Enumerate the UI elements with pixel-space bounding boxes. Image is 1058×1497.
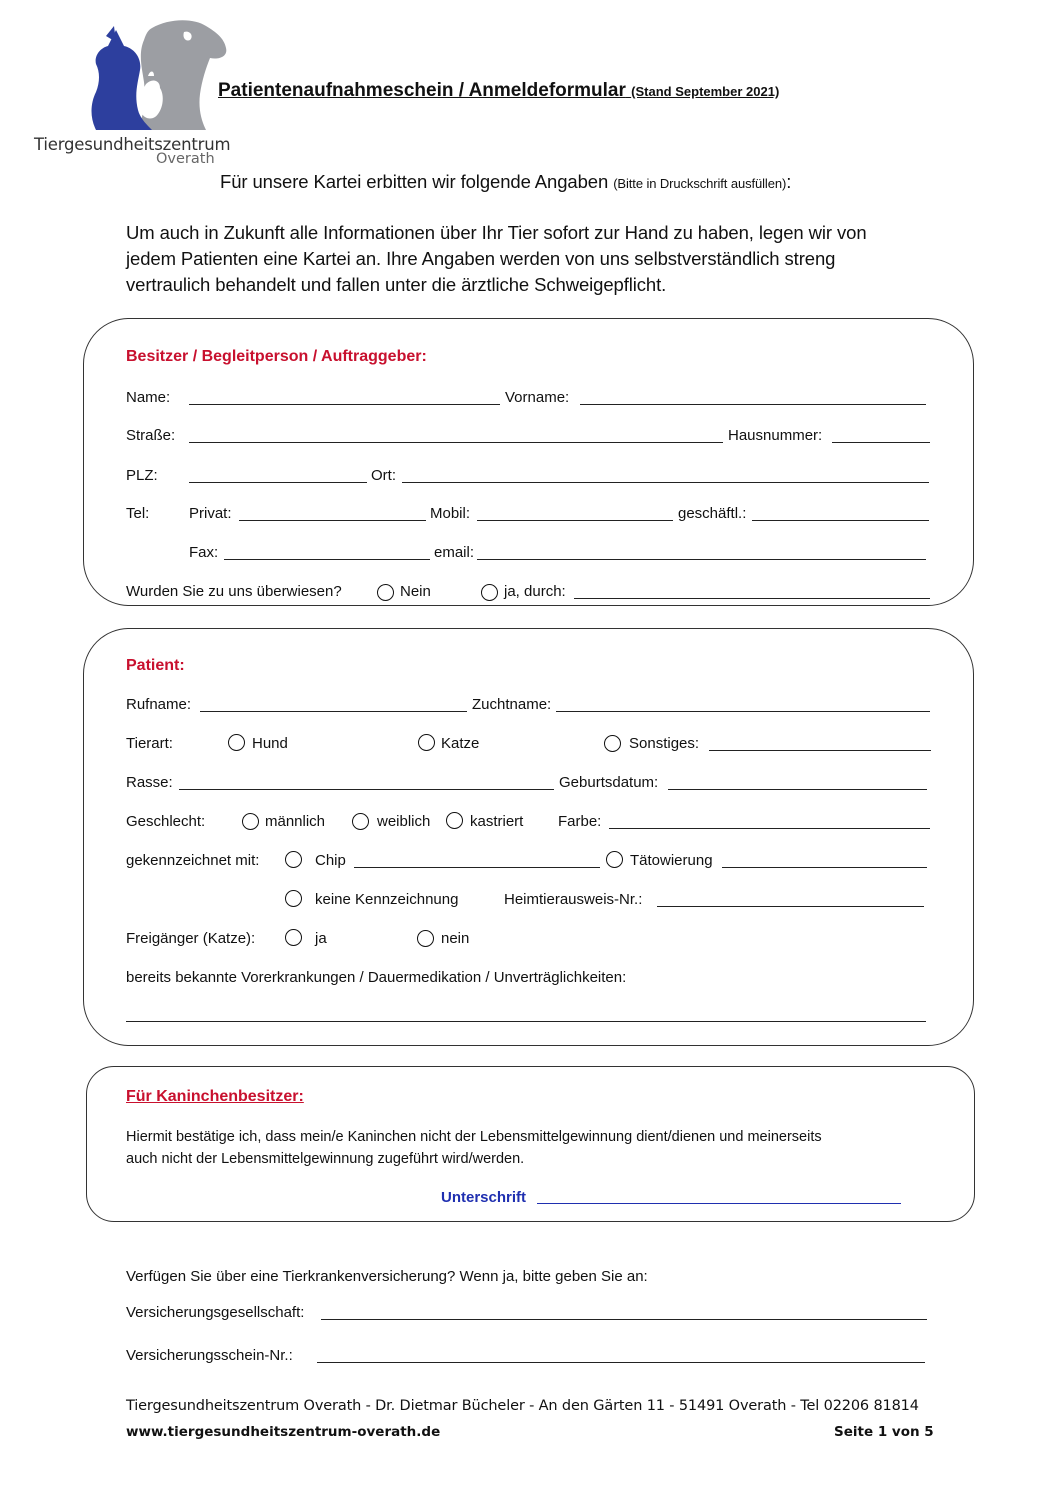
footer-address: Tiergesundheitszentrum Overath - Dr. Dietmar Bücheler - An den Gärten 11 - 51491 Overath - Tel 02206 81814 <box>126 1398 919 1414</box>
freigaenger-ja-radio[interactable] <box>285 929 302 946</box>
rabbit-title: Für Kaninchenbesitzer: <box>126 1088 304 1105</box>
label-name: Name: <box>126 389 171 406</box>
label-email: email: <box>434 544 475 561</box>
farbe-field[interactable] <box>609 828 930 829</box>
name-field[interactable] <box>189 404 500 405</box>
label-mobil: Mobil: <box>430 505 471 522</box>
label-taetowierung: Tätowierung <box>630 852 713 869</box>
footer-website[interactable]: www.tiergesundheitszentrum-overath.de <box>126 1424 441 1440</box>
owner-title: Besitzer / Begleitperson / Auftraggeber: <box>126 348 427 365</box>
sonstiges-field[interactable] <box>709 750 931 751</box>
label-sonstiges: Sonstiges: <box>629 735 700 752</box>
tierart-katze-radio[interactable] <box>418 734 435 751</box>
label-referred: Wurden Sie zu uns überwiesen? <box>126 583 342 600</box>
label-gekennzeichnet: gekennzeichnet mit: <box>126 852 260 869</box>
label-hausnummer: Hausnummer: <box>728 427 823 444</box>
intro-line-3: vertraulich behandelt und fallen unter die ärztliche Schweigepflicht. <box>126 274 667 295</box>
label-freigaenger: Freigänger (Katze): <box>126 930 256 947</box>
logo <box>34 18 234 168</box>
insurance-question: Verfügen Sie über eine Tierkrankenversicherung? Wenn ja, bitte geben Sie an: <box>126 1268 648 1285</box>
label-geschaeftl: geschäftl.: <box>678 505 747 522</box>
versicherungsgesellschaft-field[interactable] <box>321 1319 927 1320</box>
rabbit-text-1: Hiermit bestätige ich, dass mein/e Kaninchen nicht der Lebensmittelgewinnung dient/dienen und meinerseits <box>126 1129 822 1145</box>
plz-field[interactable] <box>189 482 367 483</box>
label-geburtsdatum: Geburtsdatum: <box>559 774 659 791</box>
zuchtname-field[interactable] <box>556 711 930 712</box>
label-maennlich: männlich <box>265 813 326 830</box>
vorname-field[interactable] <box>580 404 926 405</box>
label-freigaenger-ja: ja <box>315 930 327 947</box>
label-strasse: Straße: <box>126 427 176 444</box>
label-versicherungsschein: Versicherungsschein-Nr.: <box>126 1347 293 1364</box>
fax-field[interactable] <box>224 559 430 560</box>
rabbit-text-2: auch nicht der Lebensmittelgewinnung zugeführt wird/werden. <box>126 1151 525 1167</box>
tierart-sonstiges-radio[interactable] <box>604 735 621 752</box>
unterschrift-field[interactable] <box>537 1203 901 1204</box>
label-referred-nein: Nein <box>400 583 431 600</box>
referred-by-field[interactable] <box>574 598 930 599</box>
footer-page-number: Seite 1 von 5 <box>834 1424 934 1440</box>
label-freigaenger-nein: nein <box>441 930 470 947</box>
kennzeichnung-chip-radio[interactable] <box>285 851 302 868</box>
cat-dog-logo-icon <box>34 18 234 136</box>
ort-field[interactable] <box>402 482 929 483</box>
versicherungsschein-field[interactable] <box>317 1362 925 1363</box>
label-fax: Fax: <box>189 544 219 561</box>
geschaeftl-field[interactable] <box>752 520 929 521</box>
label-weiblich: weiblich <box>377 813 431 830</box>
rufname-field[interactable] <box>200 711 467 712</box>
geburtsdatum-field[interactable] <box>668 789 927 790</box>
intro-line-2: jedem Patienten eine Kartei an. Ihre Angaben werden von uns selbstverständlich streng <box>126 248 836 269</box>
hausnummer-field[interactable] <box>832 442 930 443</box>
privat-field[interactable] <box>239 520 426 521</box>
mobil-field[interactable] <box>477 520 673 521</box>
page-title <box>218 80 779 102</box>
label-vorerkrankungen: bereits bekannte Vorerkrankungen / Dauermedikation / Unverträglichkeiten: <box>126 969 627 986</box>
heimtierausweis-field[interactable] <box>657 906 924 907</box>
label-tierart: Tierart: <box>126 735 173 752</box>
label-versicherungsgesellschaft: Versicherungsgesellschaft: <box>126 1304 305 1321</box>
label-rasse: Rasse: <box>126 774 173 791</box>
label-kastriert: kastriert <box>470 813 524 830</box>
taetowierung-field[interactable] <box>722 867 927 868</box>
label-ort: Ort: <box>371 467 396 484</box>
patient-title: Patient: <box>126 657 185 674</box>
label-ja-durch: ja, durch: <box>504 583 566 600</box>
label-farbe: Farbe: <box>558 813 602 830</box>
label-rufname: Rufname: <box>126 696 192 713</box>
label-plz: PLZ: <box>126 467 158 484</box>
geschlecht-maennlich-radio[interactable] <box>242 813 259 830</box>
referred-ja-radio[interactable] <box>481 584 498 601</box>
kennzeichnung-keine-radio[interactable] <box>285 890 302 907</box>
vorerkrankungen-field[interactable] <box>126 1021 926 1022</box>
freigaenger-nein-radio[interactable] <box>417 930 434 947</box>
geschlecht-weiblich-radio[interactable] <box>352 813 369 830</box>
intro-heading: Für unsere Kartei erbitten wir folgende Angaben (Bitte in Druckschrift ausfüllen): <box>220 171 792 192</box>
label-tel: Tel: <box>126 505 150 522</box>
label-keine-kennzeichnung: keine Kennzeichnung <box>315 891 459 908</box>
label-katze: Katze <box>441 735 480 752</box>
title-text: Patientenaufnahmeschein / Anmeldeformular <box>218 80 626 101</box>
logo-name-line1: Tiergesundheitszentrum <box>34 135 231 154</box>
referred-nein-radio[interactable] <box>377 584 394 601</box>
title-stand: (Stand September 2021) <box>631 84 780 99</box>
label-geschlecht: Geschlecht: <box>126 813 206 830</box>
geschlecht-kastriert-radio[interactable] <box>446 812 463 829</box>
chip-field[interactable] <box>354 867 600 868</box>
kennzeichnung-taetowierung-radio[interactable] <box>606 851 623 868</box>
intro-line-1: Um auch in Zukunft alle Informationen über Ihr Tier sofort zur Hand zu haben, legen wir von <box>126 222 867 243</box>
label-hund: Hund <box>252 735 288 752</box>
label-vorname: Vorname: <box>505 389 570 406</box>
logo-name-line2: Overath <box>156 151 215 167</box>
label-privat: Privat: <box>189 505 232 522</box>
label-heimtierausweis: Heimtierausweis-Nr.: <box>504 891 643 908</box>
email-field[interactable] <box>477 559 926 560</box>
label-chip: Chip <box>315 852 346 869</box>
label-zuchtname: Zuchtname: <box>472 696 552 713</box>
rasse-field[interactable] <box>179 789 554 790</box>
tierart-hund-radio[interactable] <box>228 734 245 751</box>
label-unterschrift: Unterschrift <box>441 1189 527 1206</box>
strasse-field[interactable] <box>189 442 723 443</box>
